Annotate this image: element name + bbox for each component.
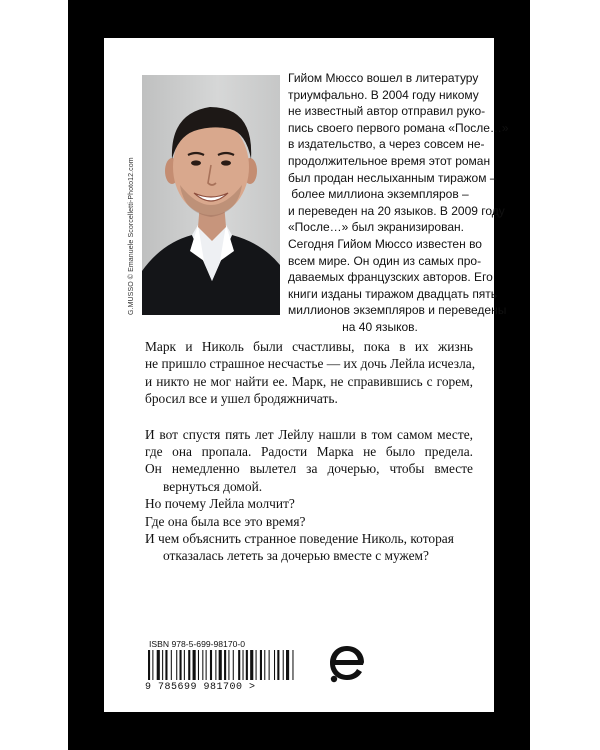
barcode-bar — [162, 650, 163, 680]
bio-line: всем мире. Он один из самых про- — [288, 253, 482, 268]
bio-line: триумфально. В 2004 году никому — [288, 87, 479, 102]
bio-line: был продан неслыханным тиражом – — [288, 170, 497, 185]
bio-line: пись своего первого романа «После…» — [288, 120, 509, 135]
bio-line: в издательство, а через совсем не- — [288, 137, 485, 152]
bio-line: продолжительное время этот роман — [288, 153, 491, 168]
barcode-bar — [206, 650, 207, 680]
barcode-bar — [180, 650, 182, 680]
barcode-bar — [243, 650, 244, 680]
blurb-question: отказалась лететь за дочерью вместе с мужем? — [163, 548, 429, 564]
blurb-question: Но почему Лейла молчит? — [145, 496, 295, 512]
blurb-line: и никто не мог найти ее. Марк, не справившись с горем, — [145, 373, 473, 389]
barcode-bar — [157, 650, 160, 680]
blurb-question: И чем объяснить странное поведение Николь, которая — [145, 531, 454, 547]
eksmo-logo-icon — [327, 640, 367, 686]
barcode-bar — [198, 650, 199, 680]
blurb-line: Марк и Николь были счастливы, пока в их жизнь — [145, 339, 473, 354]
bio-line: книги изданы тиражом двадцать пять — [288, 286, 498, 301]
barcode-bar — [188, 650, 190, 680]
barcode-bar — [219, 650, 222, 680]
bio-line: более миллиона экземпляров – — [291, 187, 469, 202]
bio-line: даваемых французских авторов. Его — [288, 270, 493, 285]
blurb-line: вернуться домой. — [163, 478, 263, 494]
bio-line: не известный автор отправил руко- — [288, 104, 486, 119]
bio-line: на 40 языков. — [342, 319, 418, 334]
blurb-line: Он немедленно вылетел за дочерью, чтобы вместе — [145, 461, 473, 477]
blurb-line: где она пропала. Радости Марка не было предела. — [145, 444, 473, 460]
blurb-line: не пришло страшное несчастье — их дочь Лейла исчезла, — [145, 356, 476, 372]
barcode-bar — [171, 650, 172, 680]
paragraph-gap — [145, 408, 473, 426]
blurb-question: Где она была все это время? — [145, 513, 306, 529]
book-blurb — [145, 338, 476, 565]
barcode-bar — [224, 650, 226, 680]
barcode-bar — [193, 650, 196, 680]
bio-line: «После…» был экранизирован. — [288, 220, 464, 235]
barcode-bar — [228, 650, 229, 680]
bio-line: миллионов экземпляров и переведены — [288, 303, 507, 318]
isbn-label: ISBN 978-5-699-98170-0 — [149, 639, 246, 649]
barcode-bar — [292, 650, 293, 680]
barcode-bar — [184, 650, 185, 680]
barcode-digits: 9 785699 981700 > — [145, 682, 256, 693]
barcode-bar — [246, 650, 248, 680]
barcode-bar — [148, 650, 150, 680]
barcode-bar — [286, 650, 289, 680]
barcode-bar — [210, 650, 212, 680]
blurb-line: бросил все и ушел бродяжничать. — [145, 391, 338, 407]
barcode-bar — [215, 650, 216, 680]
barcode-bar — [152, 650, 153, 680]
author-bio — [288, 70, 509, 336]
barcode-bar — [176, 650, 177, 680]
barcode-bar — [233, 650, 234, 680]
barcode-bar — [277, 650, 279, 680]
bio-line: Гийом Мюссо вошел в литературу — [288, 71, 479, 85]
photo-credit: G.MUSSO © Emanuele Scorcelletti-Photo12.com — [128, 157, 135, 315]
blurb-line: И вот спустя пять лет Лейлу нашли в том самом месте, — [145, 426, 473, 442]
bio-line: Сегодня Гийом Мюссо известен во — [288, 236, 482, 251]
barcode-bar — [202, 650, 203, 680]
barcode-bar — [250, 650, 253, 680]
barcode-bar — [256, 650, 257, 680]
barcode-bar — [238, 650, 240, 680]
barcode-bar — [165, 650, 167, 680]
barcode-bar — [283, 650, 284, 680]
barcode-bar — [264, 650, 265, 680]
bio-line: и переведен на 20 языков. В 2009 году — [288, 203, 505, 218]
author-portrait-image — [142, 75, 280, 315]
barcode-graphic — [148, 650, 318, 680]
author-photo — [142, 75, 280, 315]
barcode-bar — [269, 650, 270, 680]
barcode-bar — [274, 650, 275, 680]
barcode-bar — [260, 650, 262, 680]
